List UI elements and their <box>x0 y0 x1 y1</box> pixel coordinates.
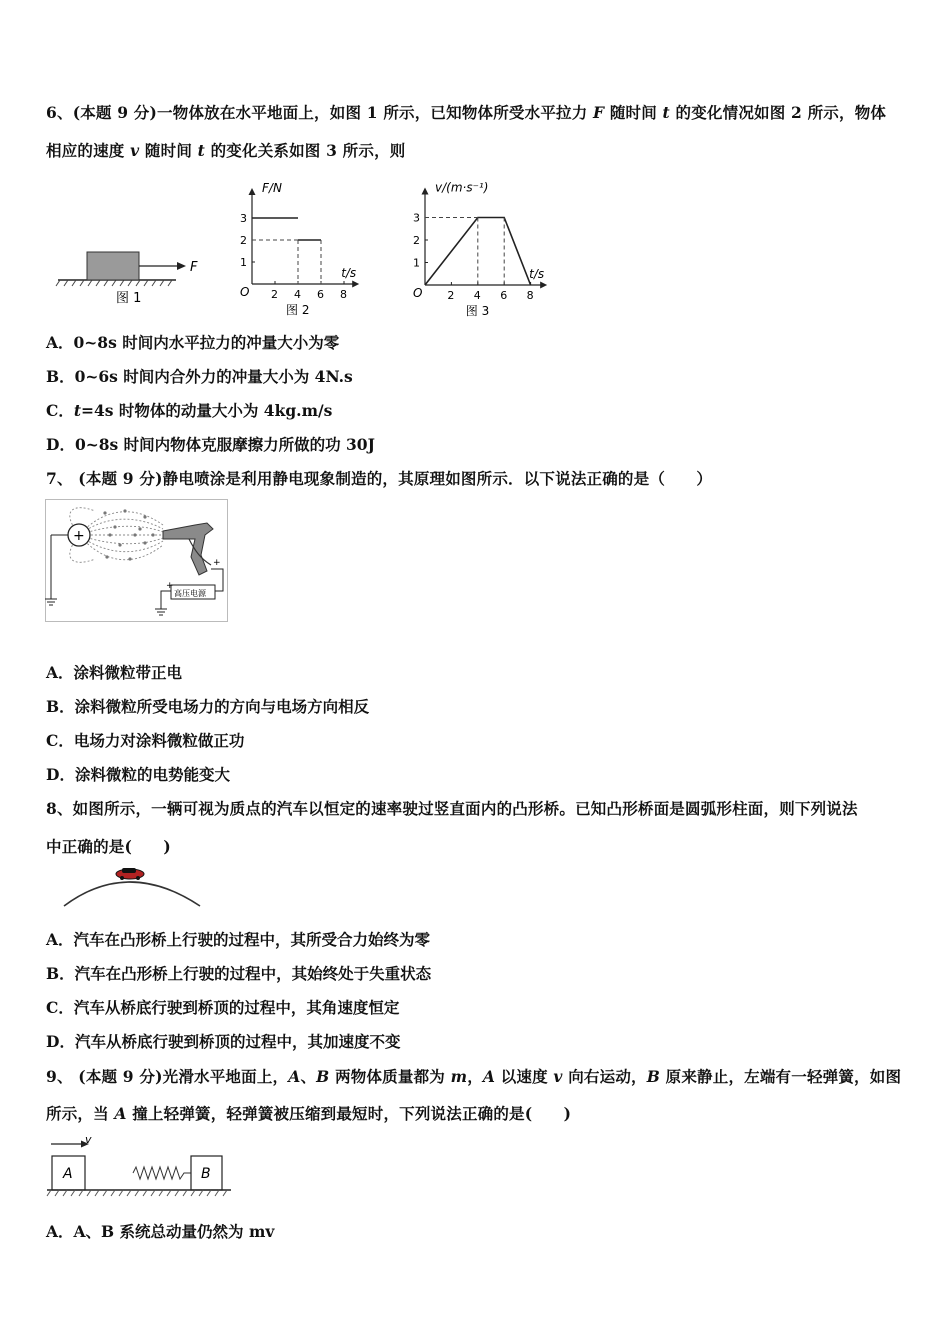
q6-figure-2-chart <box>230 180 390 315</box>
x-tick-label: 4 <box>294 288 301 301</box>
q6-option-d: D．0~8s 时间内物体克服摩擦力所做的功 30J <box>46 435 375 454</box>
car-icon <box>116 868 144 880</box>
x-tick-label: 8 <box>340 288 347 301</box>
figure-caption: 图 3 <box>465 304 490 318</box>
x-tick-label: 4 <box>473 289 481 302</box>
figure-1-caption: 图 1 <box>116 291 142 306</box>
x-tick-label: 6 <box>317 288 324 301</box>
block-b-label: B <box>201 1166 211 1182</box>
y-tick-label: 3 <box>413 211 420 225</box>
q9-option-a: A．A、B 系统总动量仍然为 mv <box>46 1222 275 1241</box>
q7-option-c: C．电场力对涂料微粒做正功 <box>46 731 245 750</box>
x-tick-label: 6 <box>500 289 508 302</box>
q7-figure-electrostatic-spray <box>45 499 230 631</box>
velocity-label: v <box>85 1133 92 1146</box>
svg-text:+: + <box>166 581 174 591</box>
q9-figure-blocks-spring <box>45 1132 235 1204</box>
y-tick-label: 3 <box>240 212 247 225</box>
q8-figure-convex-bridge <box>60 862 205 912</box>
x-tick-label: 8 <box>526 289 534 302</box>
y-tick-label: 2 <box>240 234 247 247</box>
y-axis-arrow <box>249 188 256 195</box>
q7-option-a: A．涂料微粒带正电 <box>46 663 183 682</box>
x-tick-label: 2 <box>271 288 278 301</box>
y-tick-label: 1 <box>240 256 247 269</box>
q8-line-1: 8、如图所示，一辆可视为质点的汽车以恒定的速率驶过竖直面内的凸形桥。已知凸形桥面是圆弧形柱面，则下列说法 <box>46 799 858 818</box>
block <box>87 252 139 280</box>
svg-text:+: + <box>213 558 221 568</box>
q6-figure-3-chart <box>405 174 570 318</box>
supply-label: 高压电源 <box>174 589 206 598</box>
y-tick-label: 1 <box>413 256 420 270</box>
spring <box>133 1167 191 1179</box>
figure-caption: 图 2 <box>286 303 310 317</box>
q9-line-2: 所示，当 A 撞上轻弹簧，轻弹簧被压缩到最短时，下列说法正确的是( ) <box>46 1104 572 1123</box>
x-axis-label: t/s <box>529 267 545 281</box>
q6-figure-1 <box>56 248 206 310</box>
q6-option-b: B．0~6s 时间内合外力的冲量大小为 4N.s <box>46 367 353 386</box>
q6-line-1: 6、(本题 9 分)一物体放在水平地面上，如图 1 所示，已知物体所受水平拉力 F 随时间 t 的变化情况如图 2 所示，物体 <box>46 103 887 122</box>
origin-label: O <box>240 285 250 299</box>
q7-option-d: D．涂料微粒的电势能变大 <box>46 765 230 784</box>
q6-line-2: 相应的速度 v 随时间 t 的变化关系如图 3 所示，则 <box>46 141 406 160</box>
y-axis-label: F/N <box>262 181 282 195</box>
q8-option-c: C．汽车从桥底行驶到桥顶的过程中，其角速度恒定 <box>46 998 400 1017</box>
q8-option-b: B．汽车在凸形桥上行驶的过程中，其始终处于失重状态 <box>46 964 432 983</box>
x-axis-arrow <box>352 281 359 288</box>
block-a-label: A <box>63 1166 73 1182</box>
x-tick-label: 2 <box>447 289 455 302</box>
q9-line-1: 9、 (本题 9 分)光滑水平地面上，A、B 两物体质量都为 m，A 以速度 v 向右运动，B 原来静止，左端有一轻弹簧，如图 <box>46 1067 902 1086</box>
y-axis-label: v/(m·s⁻¹) <box>435 180 489 195</box>
y-tick-label: 2 <box>413 234 420 247</box>
force-label: F <box>190 260 198 275</box>
origin-label: O <box>413 286 423 300</box>
q7-option-b: B．涂料微粒所受电场力的方向与电场方向相反 <box>46 697 370 716</box>
positive-electrode-label: + <box>73 528 85 544</box>
x-axis-arrow <box>540 282 547 289</box>
q8-option-a: A．汽车在凸形桥上行驶的过程中，其所受合力始终为零 <box>46 930 431 949</box>
q8-line-2: 中正确的是( ) <box>46 837 171 856</box>
x-axis-label: t/s <box>341 266 357 280</box>
q7-stem: 7、 (本题 9 分)静电喷涂是利用静电现象制造的，其原理如图所示．以下说法正确的是（ ） <box>46 469 713 488</box>
y-axis-arrow <box>422 188 429 195</box>
q6-option-c: C．t=4s 时物体的动量大小为 4kg.m/s <box>46 401 333 420</box>
q8-option-d: D．汽车从桥底行驶到桥顶的过程中，其加速度不变 <box>46 1032 401 1051</box>
q6-option-a: A．0~8s 时间内水平拉力的冲量大小为零 <box>46 333 340 352</box>
